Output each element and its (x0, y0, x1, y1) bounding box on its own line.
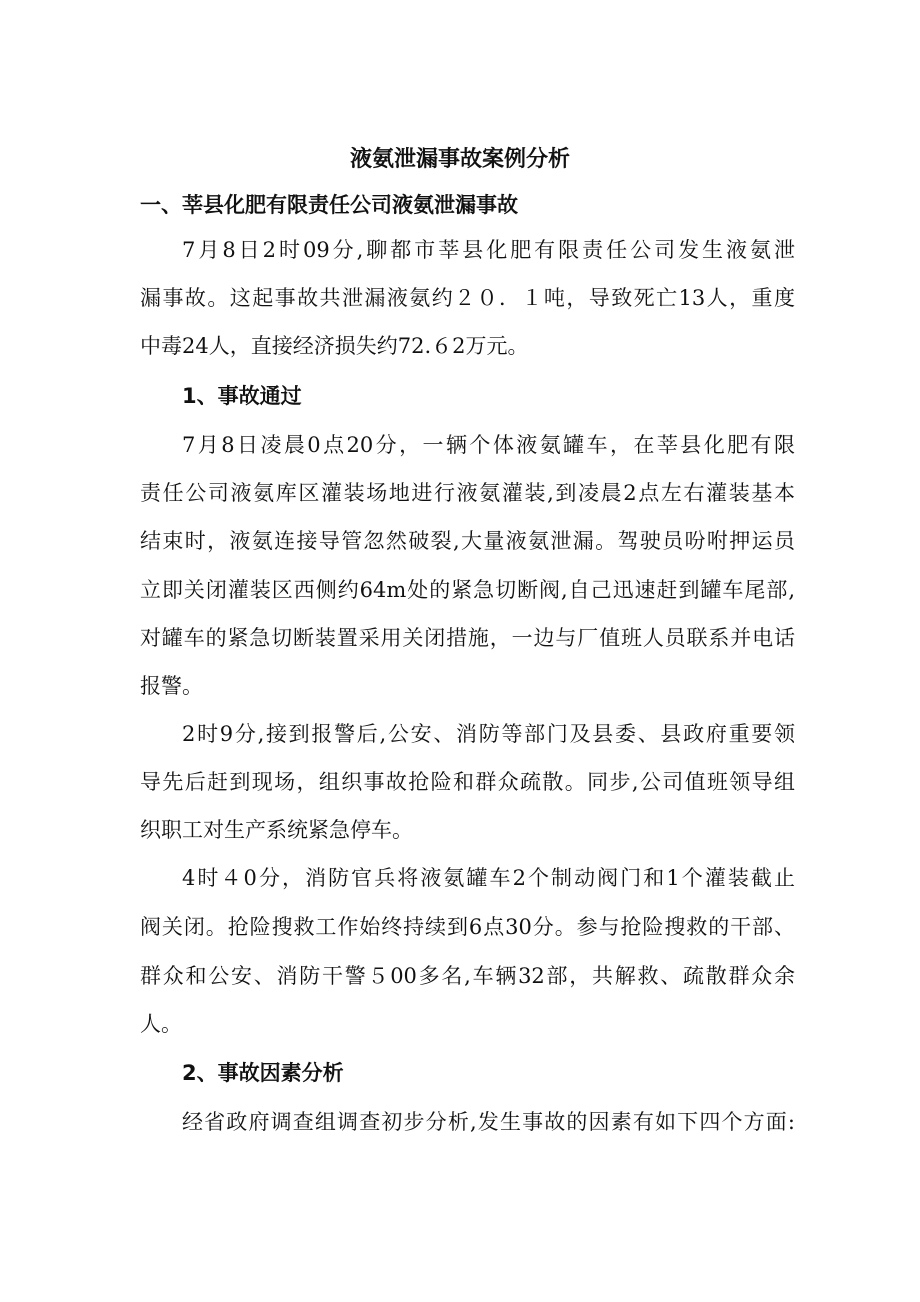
document-title: 液氨泄漏事故案例分析 (349, 147, 570, 172)
paragraph-line: 漏事故。这起事故共泄漏液氨约２０．１吨，导致死亡13人，重度 (140, 286, 795, 310)
section-heading: 一、莘县化肥有限责任公司液氨泄漏事故 (140, 193, 518, 217)
paragraph-line: 报警。 (140, 674, 203, 698)
paragraph-line: 经省政府调查组调查初步分析,发生事故的因素有如下四个方面: (182, 1110, 795, 1134)
paragraph-line: 织职工对生产系统紧急停车。 (140, 818, 413, 842)
paragraph-line: 中毒24人，直接经济损失约72.６2万元。 (140, 334, 529, 358)
paragraph-line: 导先后赶到现场，组织事故抢险和群众疏散。同步,公司值班领导组 (140, 770, 795, 794)
paragraph-line: 2时9分,接到报警后,公安、消防等部门及县委、县政府重要领 (182, 722, 795, 746)
subsection-heading: 1、事故通过 (182, 384, 302, 408)
paragraph-line: 7月8日凌晨0点20分，一辆个体液氨罐车，在莘县化肥有限 (182, 433, 795, 457)
paragraph-line: 结束时，液氨连接导管忽然破裂,大量液氨泄漏。驾驶员吩咐押运员 (140, 529, 795, 553)
paragraph-line: 立即关闭灌装区西侧约64m处的紧急切断阀,自己迅速赶到罐车尾部, (140, 578, 795, 602)
paragraph-line: 7月8日2时09分,聊都市莘县化肥有限责任公司发生液氨泄 (182, 238, 795, 262)
paragraph-line: 人。 (140, 1012, 182, 1036)
paragraph-line: 群众和公安、消防干警５00多名,车辆32部，共解救、疏散群众余 (140, 964, 795, 988)
paragraph-line: 对罐车的紧急切断装置采用关闭措施，一边与厂值班人员联系并电话 (140, 626, 795, 650)
paragraph-line: 责任公司液氨库区灌装场地进行液氨灌装,到凌晨2点左右灌装基本 (140, 481, 795, 505)
paragraph-line: 阀关闭。抢险搜救工作始终持续到6点30分。参与抢险搜救的干部、 (140, 915, 795, 939)
paragraph-line: 4时４0分，消防官兵将液氨罐车2个制动阀门和1个灌装截止 (182, 866, 795, 890)
subsection-heading: 2、事故因素分析 (182, 1061, 344, 1085)
